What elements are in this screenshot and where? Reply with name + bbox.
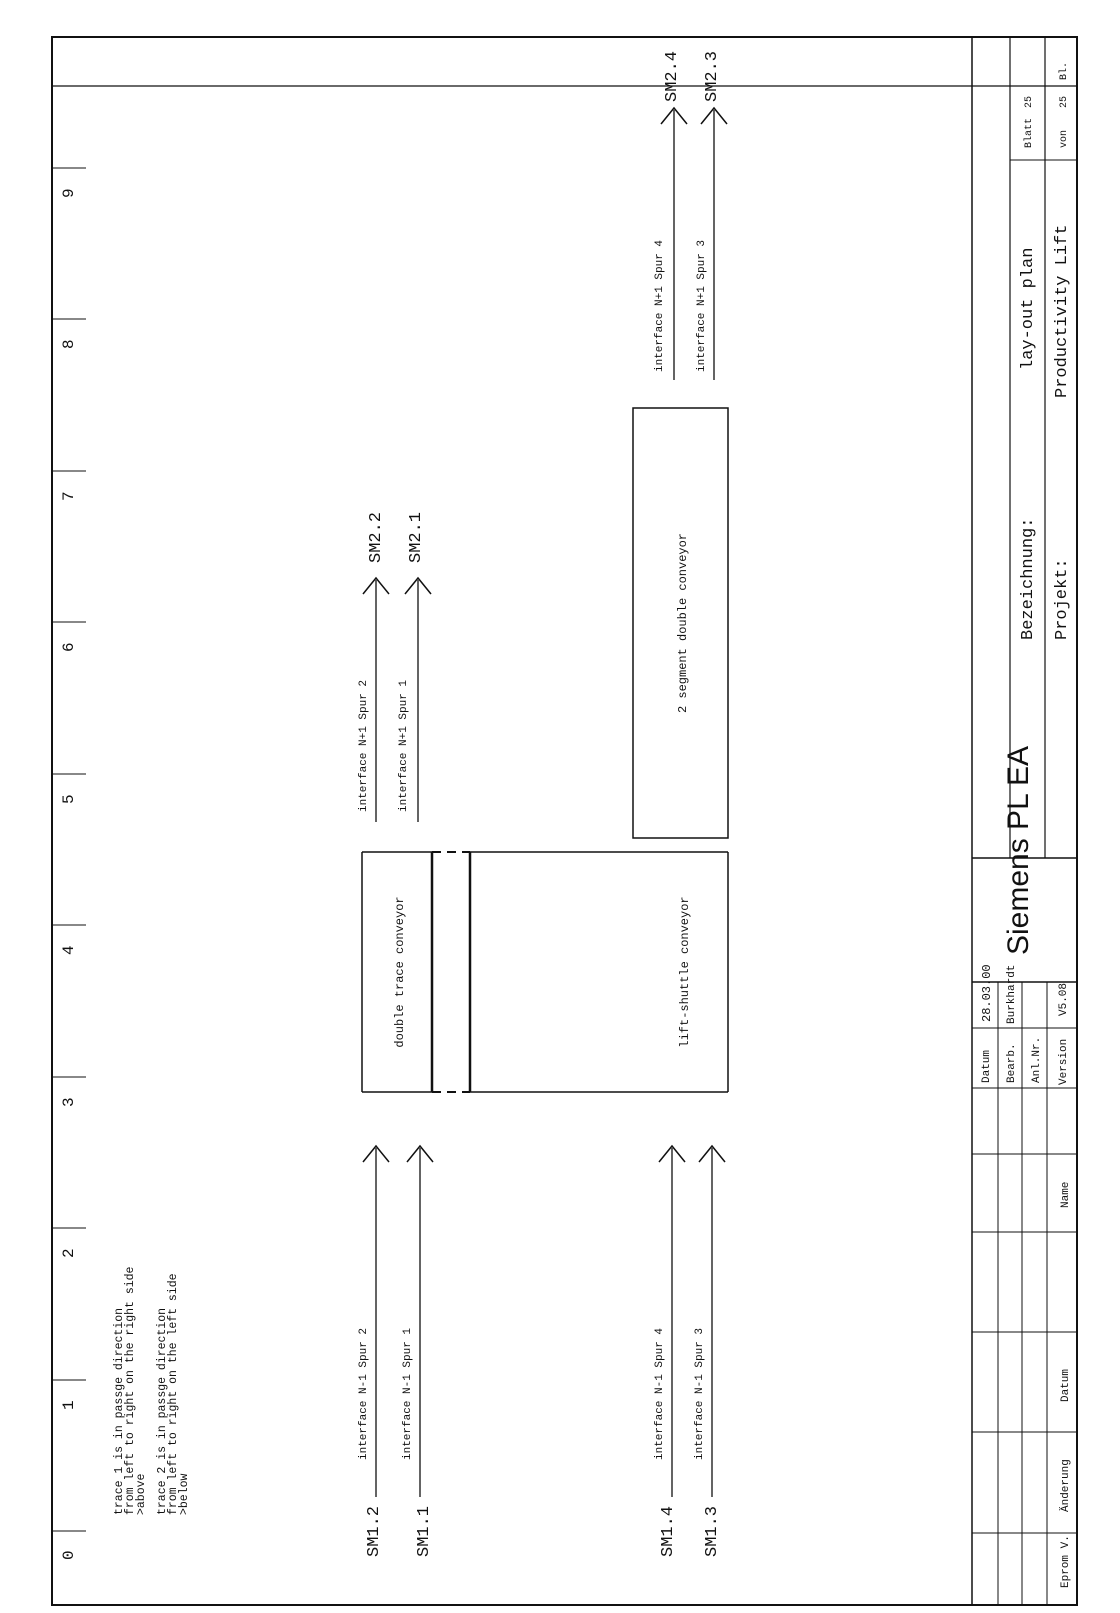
sm2-4-label: SM2.4	[663, 50, 682, 102]
note-trace2-line3: >below	[178, 1473, 191, 1515]
sm2-2-label: SM2.2	[367, 511, 386, 563]
blatt-label: Blatt	[1024, 117, 1035, 148]
bl-label: Bl.	[1059, 61, 1070, 80]
sm1-3-label: SM1.3	[703, 1505, 722, 1557]
sm2-3-label: SM2.3	[703, 50, 722, 102]
double-trace-conveyor	[362, 852, 470, 1092]
projekt-value: Productivity Lift	[1053, 224, 1072, 398]
sm2-4-interface-text: interface N+1 Spur 4	[654, 239, 666, 372]
datum-label: Datum	[981, 1049, 993, 1083]
bearb-value: Burkhardt	[1006, 964, 1018, 1024]
sm1-2-interface-text: interface N-1 Spur 2	[358, 1327, 370, 1460]
sm2-3-interface-text: interface N+1 Spur 3	[696, 239, 708, 372]
rev-header-aenderung: Änderung	[1060, 1459, 1072, 1512]
sm1-4-label: SM1.4	[659, 1505, 678, 1557]
datum-value: 28.03.00	[980, 964, 994, 1022]
bezeichnung-value: lay-out plan	[1019, 247, 1038, 370]
sm1-3-interface-text: interface N-1 Spur 3	[694, 1327, 706, 1460]
lift-shuttle-conveyor	[470, 852, 728, 1092]
anlnr-label: Anl.Nr.	[1031, 1036, 1043, 1083]
ruler-label-2: 2	[60, 1248, 78, 1258]
note-trace2-line2: from left to right on the left side	[167, 1273, 180, 1515]
version-value: V5.08	[1058, 982, 1070, 1016]
double-trace-conveyor-label: double trace conveyor	[393, 896, 407, 1048]
sm2-2-interface-text: interface N+1 Spur 2	[358, 679, 370, 812]
sm1-2-label: SM1.2	[365, 1505, 384, 1557]
sm1-1-interface-text: interface N-1 Spur 1	[402, 1327, 414, 1460]
sm1-1-label: SM1.1	[415, 1505, 434, 1557]
note-trace1-line2: from left to right on the right side	[124, 1266, 137, 1515]
ruler-label-8: 8	[60, 339, 78, 349]
sm1-4-interface-text: interface N-1 Spur 4	[654, 1327, 666, 1460]
note-trace2-line1: trace 2 is in passge direction	[156, 1307, 169, 1515]
ruler-label-6: 6	[60, 642, 78, 652]
note-trace1-line1: trace 1 is in passge direction	[113, 1307, 126, 1515]
bezeichnung-label: Bezeichnung:	[1019, 517, 1038, 640]
note-trace1-line3: >above	[135, 1473, 148, 1515]
ruler-label-9: 9	[60, 188, 78, 198]
bearb-label: Bearb.	[1006, 1043, 1018, 1083]
rev-header-eprom: Eprom V.	[1060, 1535, 1072, 1588]
title-block	[972, 37, 1077, 1605]
ruler	[52, 168, 86, 1560]
ruler-label-0: 0	[60, 1550, 78, 1560]
ruler-label-7: 7	[60, 491, 78, 501]
left-interfaces	[358, 1146, 725, 1557]
direction-notes	[113, 1266, 191, 1515]
von-label: von	[1059, 129, 1070, 148]
ruler-label-4: 4	[60, 945, 78, 955]
von-value: 25	[1059, 95, 1070, 108]
blatt-value: 25	[1024, 95, 1035, 108]
sheet-border	[52, 37, 1077, 1605]
sm2-1-interface-text: interface N+1 Spur 1	[398, 679, 410, 812]
projekt-label: Projekt:	[1053, 558, 1072, 640]
two-segment-double-conveyor	[633, 408, 728, 838]
version-label: Version	[1058, 1038, 1070, 1085]
right-interfaces	[358, 51, 727, 822]
rev-header-datum: Datum	[1060, 1368, 1072, 1402]
two-segment-conveyor-label: 2 segment double conveyor	[676, 532, 690, 714]
lift-shuttle-conveyor-label: lift-shuttle conveyor	[678, 896, 692, 1048]
sm2-1-label: SM2.1	[407, 511, 426, 563]
rev-header-name: Name	[1060, 1181, 1072, 1208]
ruler-label-5: 5	[60, 794, 78, 804]
company-name: Siemens PL EA	[1002, 746, 1035, 955]
ruler-label-1: 1	[60, 1400, 78, 1410]
ruler-label-3: 3	[60, 1097, 78, 1107]
